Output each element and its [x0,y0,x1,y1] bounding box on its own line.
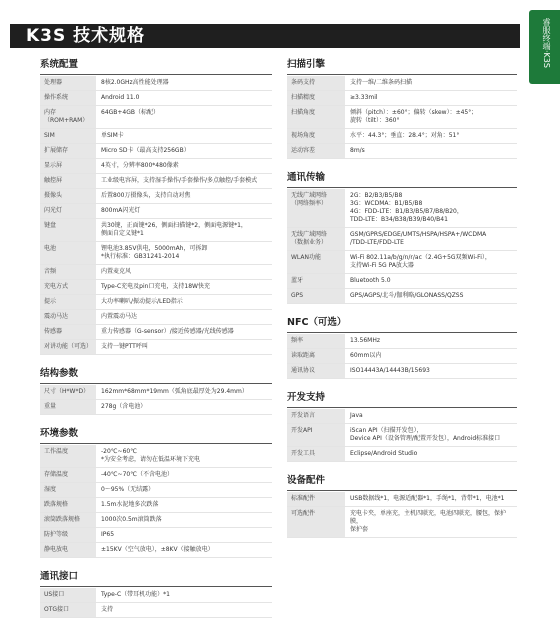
spec-value: 8核2.0GHz高性能处理器 [101,79,169,86]
spec-row [287,144,517,159]
spec-value: GSM/GPRS/EDGE/UMTS/HSPA/HSPA+/WCDMA /TDD-LTE/FDD-LTE [350,231,487,246]
spec-key: 扩展储存 [40,144,96,158]
spec-row [287,106,517,129]
spec-value: 2G：B2/B3/B5/B8 3G：WCDMA：B1/B5/B8 4G：FDD-LTE：B1/B3/B5/B7/B8/B20， TDD-LTE：B34/B38/B39/B40/B41 [350,192,463,223]
spec-key: 电池 [40,242,96,264]
spec-value: 后置800万摄像头，支持自动对焦 [101,192,191,199]
spec-key: 重量 [40,400,96,414]
spec-section [287,171,517,304]
spec-row [40,513,272,528]
spec-row [287,492,517,507]
spec-row [40,106,272,129]
spec-row [40,144,272,159]
spec-row [287,129,517,144]
spec-value: iScan API（扫描开发包）， Device API（设备管理/配置开发包），Android标准接口 [350,427,501,442]
spec-value: 重力传感器（G-sensor）/接近传感器/光线传感器 [101,328,234,335]
spec-key: 摄像头 [40,189,96,203]
spec-key: 可选配件 [287,507,345,537]
spec-value: 800mA闪光灯 [101,207,141,214]
spec-key: 无线广域网络 （数据业务） [287,228,345,250]
spec-row [40,588,272,603]
spec-value: USB数据线*1，电源适配器*1，手绳*1，背带*1，电池*1 [350,495,505,502]
spec-section [40,427,272,558]
side-tab-label: 睿服终端·K3S [542,18,551,68]
spec-key: 静电放电 [40,543,96,557]
spec-value: Wi-Fi 802.11a/b/g/n/r/ac（2.4G+5G双频Wi-Fi）， 支持Wi-Fi 5G PA放大器 [350,254,491,269]
spec-value: 支持一键PTT呼叫 [101,343,148,350]
spec-row [40,310,272,325]
spec-row [40,174,272,189]
spec-row [287,334,517,349]
spec-row [287,409,517,424]
spec-key: 频率 [287,334,345,348]
spec-row [40,295,272,310]
spec-key: 扫描精度 [287,91,345,105]
section-title: 通讯接口 [40,570,272,587]
title-banner [10,24,520,48]
spec-value: 内置麦克风 [101,268,132,275]
spec-row [40,189,272,204]
spec-key: 操作系统 [40,91,96,105]
spec-key: 标准配件 [287,492,345,506]
spec-section [40,570,272,618]
spec-key: US接口 [40,588,96,602]
spec-row [287,507,517,538]
spec-row [40,385,272,400]
spec-value: 锂电池3.85V供电，5000mAh，可拆卸 *执行标准：GB31241-2014 [101,245,208,260]
spec-value: 8m/s [350,147,365,154]
spec-row [40,265,272,280]
spec-value: 4英寸，分辨率800*480像素 [101,162,179,169]
spec-key: 开发API [287,424,345,446]
spec-key: 对讲功能（可选） [40,340,96,354]
section-title: 环境参数 [40,427,272,444]
spec-key: 条码支持 [287,76,345,90]
spec-key: 蓝牙 [287,274,345,288]
spec-value: 0～95%（无结露） [101,486,155,493]
spec-key: 扫描角度 [287,106,345,128]
spec-row [40,159,272,174]
spec-value: 1.5m水泥地多次跌落 [101,501,159,508]
spec-value: 共30键，正面键*26，侧面扫描键*2，侧面电源键*1， 侧面自定义键*1 [101,222,247,237]
spec-key: 震动马达 [40,310,96,324]
spec-row [40,325,272,340]
section-title: 开发支持 [287,391,517,408]
page-title: K3S 技术规格 [26,26,146,46]
spec-value: IP65 [101,531,115,538]
spec-key: 触控屏 [40,174,96,188]
spec-value: 大功率喇叭/振动提示/LED指示 [101,298,183,305]
spec-value: -20℃~60℃ *为安全考虑，请勿在低温环境下充电 [101,448,201,463]
spec-value: 64GB+4GB（标配） [101,109,160,116]
spec-key: 无线广域网络 （网络频率） [287,189,345,227]
spec-row [40,91,272,106]
spec-row [40,528,272,543]
spec-value: 1000次0.5m滚筒跌落 [101,516,162,523]
spec-value: Eclipse/Android Studio [350,450,418,457]
spec-row [40,340,272,355]
section-title: 系统配置 [40,58,272,75]
spec-key: 存储温度 [40,468,96,482]
spec-value: GPS/AGPS/北斗/伽利略/GLONASS/QZSS [350,292,464,299]
spec-key: 闪光灯 [40,204,96,218]
spec-value: 13.56MHz [350,337,381,344]
spec-value: 278g（含电池） [101,403,147,410]
spec-row [287,76,517,91]
spec-value: 单SIM卡 [101,132,124,139]
spec-key: 内存（ROM+RAM） [40,106,96,128]
spec-key: 提示 [40,295,96,309]
spec-key: 视场角度 [287,129,345,143]
spec-value: 充电卡夹，单座充，主机四联充，电池四联充，腰包，保护膜， 保护套 [350,510,507,533]
spec-value: 支持 [101,606,114,613]
spec-key: 读取距离 [287,349,345,363]
spec-key: 音频 [40,265,96,279]
spec-key: WLAN功能 [287,251,345,273]
spec-row [287,289,517,304]
spec-value: 水平：44.3°；垂直：28.4°；对角：51° [350,132,460,139]
spec-row [287,364,517,379]
spec-value: 支持一维/二维条码扫描 [350,79,413,86]
spec-value: ISO14443A/14443B/15693 [350,367,430,374]
spec-section [287,316,517,379]
spec-row [287,228,517,251]
section-title: 扫描引擎 [287,58,517,75]
spec-key: 防护等级 [40,528,96,542]
section-title: 结构参数 [40,367,272,384]
spec-value: ≥3.33mil [350,94,378,101]
spec-row [287,349,517,364]
spec-row [40,280,272,295]
spec-value: Type-C充电及pin口充电，支持18W快充 [101,283,210,290]
spec-row [287,91,517,106]
spec-key: 充电方式 [40,280,96,294]
spec-key: 跌落规格 [40,498,96,512]
spec-value: Micro SD卡（最高支持256GB） [101,147,190,154]
spec-row [40,129,272,144]
spec-row [287,189,517,228]
spec-row [40,400,272,415]
left-column [40,58,272,630]
spec-value: Type-C（带耳机功能）*1 [101,591,170,598]
side-tab [529,10,560,84]
spec-value: Android 11.0 [101,94,140,101]
spec-key: 开发语言 [287,409,345,423]
spec-section [287,474,517,538]
spec-row [40,445,272,468]
spec-value: 工业级电容屏，支持湿手操作/手套操作/多点触控/手套模式 [101,177,258,184]
spec-row [40,603,272,618]
spec-row [40,76,272,91]
spec-row [40,242,272,265]
spec-key: 通讯协议 [287,364,345,378]
spec-value: 162mm*68mm*19mm（弧角底最厚处为29.4mm） [101,388,248,395]
spec-key: SIM [40,129,96,143]
spec-row [40,498,272,513]
spec-section [40,58,272,355]
spec-row [287,447,517,462]
section-title: NFC（可选） [287,316,517,333]
spec-value: 60mm以内 [350,352,382,359]
spec-row [40,468,272,483]
section-title: 通讯传输 [287,171,517,188]
spec-section [40,367,272,415]
spec-key: 处理器 [40,76,96,90]
spec-key: 显示屏 [40,159,96,173]
spec-row [40,483,272,498]
spec-key: 滚筒跌落规格 [40,513,96,527]
spec-key: 传感器 [40,325,96,339]
spec-section [287,58,517,159]
spec-value: Bluetooth 5.0 [350,277,391,284]
spec-value: -40℃~70℃（不含电池） [101,471,173,478]
spec-value: 内置震动马达 [101,313,138,320]
spec-key: 湿度 [40,483,96,497]
spec-key: 工作温度 [40,445,96,467]
spec-row [40,219,272,242]
spec-row [287,274,517,289]
spec-key: 开发工具 [287,447,345,461]
spec-key: OTG接口 [40,603,96,617]
spec-value: ±15KV（空气放电），±8KV（接触放电） [101,546,214,553]
spec-value: Java [350,412,363,419]
spec-row [40,543,272,558]
spec-key: 运动容差 [287,144,345,158]
spec-row [287,424,517,447]
spec-key: 尺寸（H*W*D） [40,385,96,399]
spec-value: 倾斜（pitch）：±60°；偏转（skew）：±45°； 旋转（tilt）：360° [350,109,478,124]
section-title: 设备配件 [287,474,517,491]
spec-key: 键盘 [40,219,96,241]
spec-key: GPS [287,289,345,303]
spec-section [287,391,517,462]
spec-row [40,204,272,219]
right-column [287,58,517,550]
spec-row [287,251,517,274]
